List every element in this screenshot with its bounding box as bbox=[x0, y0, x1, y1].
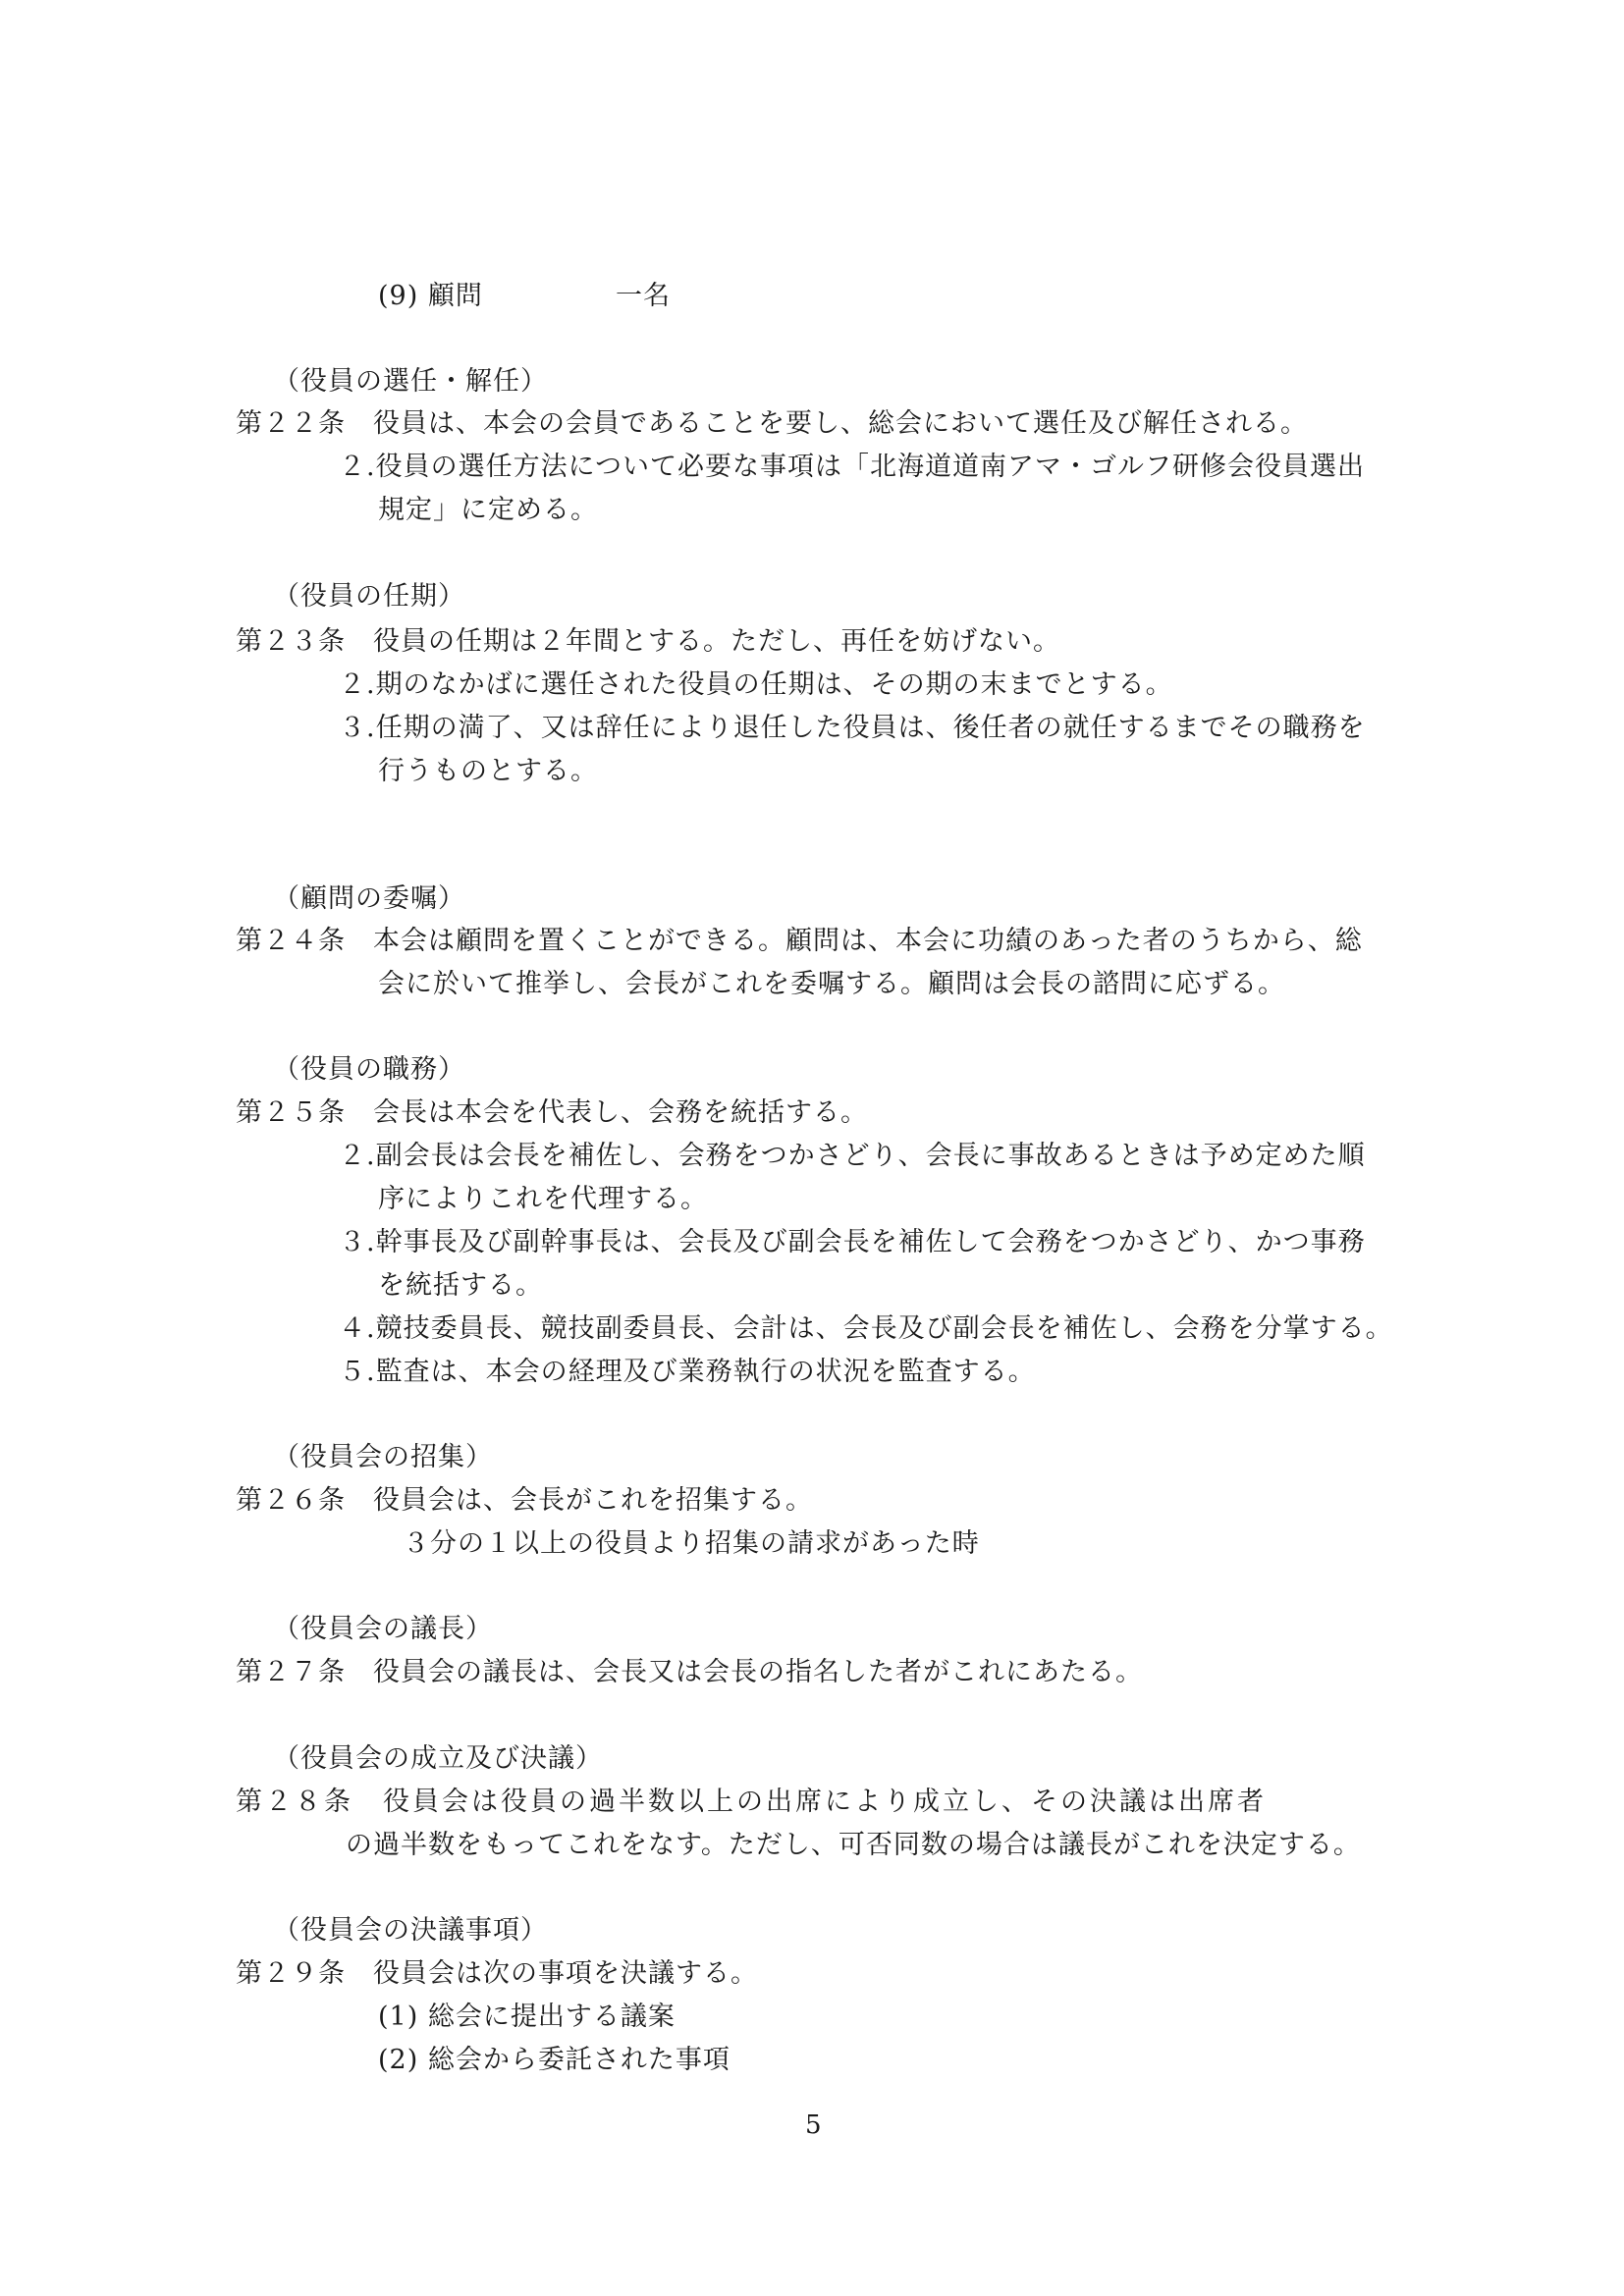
item-label: (9) 顧問 bbox=[378, 281, 483, 311]
article-23-item-3-cont: 行うものとする。 bbox=[378, 756, 598, 786]
section-title-24: （顧問の委嘱） bbox=[273, 883, 465, 914]
article-22-item-2: ２.役員の選任方法について必要な事項は「北海道道南アマ・ゴルフ研修会役員選出 bbox=[339, 452, 1366, 482]
page-number: 5 bbox=[805, 2110, 822, 2140]
article-25-item-4: ４.競技委員長、競技副委員長、会計は、会長及び副会長を補佐し、会務を分掌する。 bbox=[339, 1313, 1393, 1344]
article-27: 第２７条 役員会の議長は、会長又は会長の指名した者がこれにあたる。 bbox=[236, 1657, 1143, 1687]
article-23-item-2: ２.期のなかばに選任された役員の任期は、その期の末までとする。 bbox=[339, 669, 1173, 700]
article-23-item-3: ３.任期の満了、又は辞任により退任した役員は、後任者の就任するまでその職務を bbox=[339, 713, 1366, 743]
section-title-22: （役員の選任・解任） bbox=[273, 366, 548, 397]
item-value: 一名 bbox=[616, 281, 671, 311]
article-29-item-2: (2) 総会から委託された事項 bbox=[378, 2045, 731, 2075]
section-title-25: （役員の職務） bbox=[273, 1054, 465, 1085]
article-23: 第２３条 役員の任期は２年間とする。ただし、再任を妨げない。 bbox=[236, 626, 1060, 657]
article-29-item-1: (1) 総会に提出する議案 bbox=[378, 2002, 676, 2032]
article-29: 第２９条 役員会は次の事項を決議する。 bbox=[236, 1958, 758, 1989]
list-item-advisor bbox=[378, 283, 483, 309]
article-22-item-2-cont: 規定」に定める。 bbox=[378, 495, 598, 525]
section-title-26: （役員会の招集） bbox=[273, 1442, 493, 1472]
section-title-29: （役員会の決議事項） bbox=[273, 1915, 548, 1946]
article-25-item-5: ５.監査は、本会の経理及び業務執行の状況を監査する。 bbox=[339, 1357, 1036, 1387]
article-26-note: ３分の１以上の役員より招集の請求があった時 bbox=[403, 1528, 980, 1559]
section-title-28: （役員会の成立及び決議） bbox=[273, 1743, 603, 1774]
article-24: 第２４条 本会は顧問を置くことができる。顧問は、本会に功績のあった者のうちから、総 bbox=[236, 926, 1363, 956]
article-25-item-2: ２.副会長は会長を補佐し、会務をつかさどり、会長に事故あるときは予め定めた順 bbox=[339, 1141, 1366, 1171]
article-25-item-3-cont: を統括する。 bbox=[378, 1270, 543, 1301]
article-25: 第２５条 会長は本会を代表し、会務を統括する。 bbox=[236, 1097, 868, 1128]
article-26: 第２６条 役員会は、会長がこれを招集する。 bbox=[236, 1485, 813, 1516]
section-title-27: （役員会の議長） bbox=[273, 1614, 493, 1644]
article-28: 第２８条 役員会は役員の過半数以上の出席により成立し、その決議は出席者 bbox=[236, 1787, 1267, 1817]
article-22: 第２２条 役員は、本会の会員であることを要し、総会において選任及び解任される。 bbox=[236, 408, 1308, 439]
article-28-cont: の過半数をもってこれをなす。ただし、可否同数の場合は議長がこれを決定する。 bbox=[346, 1830, 1361, 1860]
section-title-23: （役員の任期） bbox=[273, 581, 465, 612]
article-25-item-3: ３.幹事長及び副幹事長は、会長及び副会長を補佐して会務をつかさどり、かつ事務 bbox=[339, 1227, 1366, 1257]
article-24-cont: 会に於いて推挙し、会長がこれを委嘱する。顧問は会長の諮問に応ずる。 bbox=[378, 969, 1285, 999]
article-25-item-2-cont: 序によりこれを代理する。 bbox=[378, 1184, 708, 1214]
